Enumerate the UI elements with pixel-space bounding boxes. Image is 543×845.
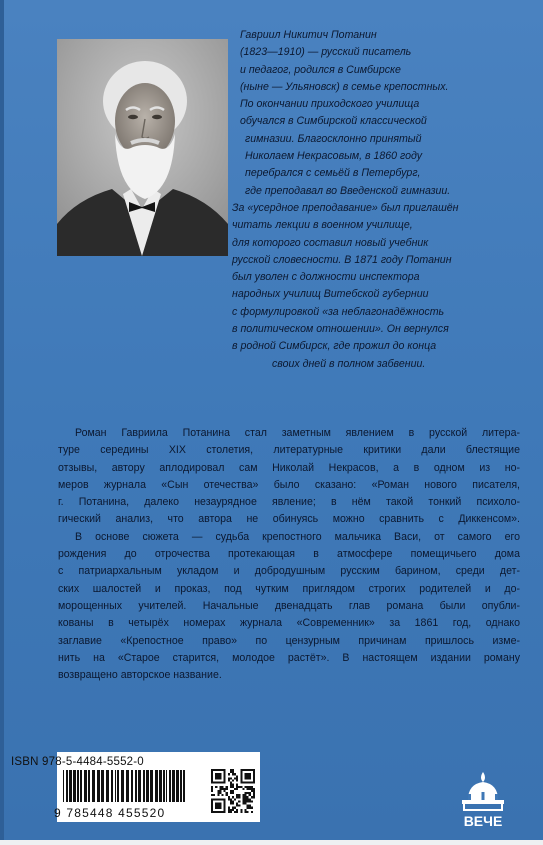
barcode [63,770,201,802]
cover-spine-edge [0,0,4,845]
barcode-digits: 9 785448 455520 [54,806,166,820]
annotation-line: отзывы, автору аплодировал сам Николай Некрасов, а в одном из но- [58,461,520,474]
bio-line: По окончании приходского училища [240,98,420,111]
annotation-line: морощенных учителей. Начальные двенадцать глав романа были опубли- [58,599,520,612]
bio-line: гимназии. Благосклонно принятый [245,132,422,145]
bio-line: где преподавал во Введенской гимназии. [245,184,451,197]
bio-line: читать лекции в военном училище, [232,219,413,232]
book-annotation [58,425,520,684]
author-biography [232,27,525,373]
bio-line: русской словесности. В 1871 году Потанин [232,253,452,266]
bio-line: с формулировкой «за неблагонадёжность [232,305,445,318]
annotation-line: нить на «Старое старится, молодое растёт». В настоящем издании роману [58,651,520,664]
bio-line: своих дней в полном забвении. [272,357,426,370]
annotation-line: меров журнала «Сын отечества» было сказано: «Роман нового писателя, [58,478,520,491]
publisher-name: ВЕЧЕ [463,813,503,829]
author-portrait [57,39,228,256]
bio-line: народных училищ Витебской губернии [232,288,429,301]
publisher-logo [454,770,512,830]
annotation-line: гический анализ, что автора не обинуясь можно сравнить с Диккенсом». [58,513,520,526]
annotation-line: кованы в четырёх номерах журнала «Современник» за 1861 год, однако [58,617,520,630]
bio-line: (ныне — Ульяновск) в семье крепостных. [240,80,449,93]
annotation-line: Роман Гавриила Потанина стал заметным явлением в русской литера- [75,427,520,439]
isbn-number: ISBN 978-5-4484-5552-0 [11,756,144,768]
bio-line: За «усердное преподавание» был приглашён [232,201,459,214]
bio-line: (1823—1910) — русский писатель [240,46,412,59]
bio-line: в политическом отношении». Он вернулся [232,323,449,336]
annotation-line: возвращено авторское название. [58,669,222,682]
bio-line: Николаем Некрасовым, в 1860 году [245,150,423,163]
bio-line: Гавриил Никитич Потанин [240,29,377,41]
annotation-line: с патриархальным укладом и добродушным русским барином, среди дет- [58,565,520,578]
annotation-line: рождения до отрочества протекающая в атмосфере помещичьего дома [58,548,520,561]
cover-bottom-edge [0,840,543,845]
annotation-line: г. Потанина, далеко незаурядное явление; в нём такой тонкий психоло- [58,496,520,509]
annotation-line: В основе сюжета — судьба крепостного мальчика Васи, от самого его [75,530,520,543]
bio-line: для которого составил новый учебник [232,236,429,249]
bio-line: был уволен с должности инспектора [232,271,420,284]
annotation-line: ских шалостей и проказ, под чутким приглядом строгих родителей и до- [58,582,520,595]
bio-line: и педагог, родился в Симбирске [240,63,401,76]
annotation-line: туре середины XIX столетия, литературные критики дали блестящие [58,444,520,457]
annotation-line: заглавие «Крепостное право» по цензурным причинам пришлось изме- [58,634,520,647]
qr-code [211,769,255,813]
bio-line: в родной Симбирск, где прожил до конца [232,340,437,353]
bio-line: перебрался с семьёй в Петербург, [245,167,421,180]
bio-line: обучался в Симбирской классической [240,115,427,128]
